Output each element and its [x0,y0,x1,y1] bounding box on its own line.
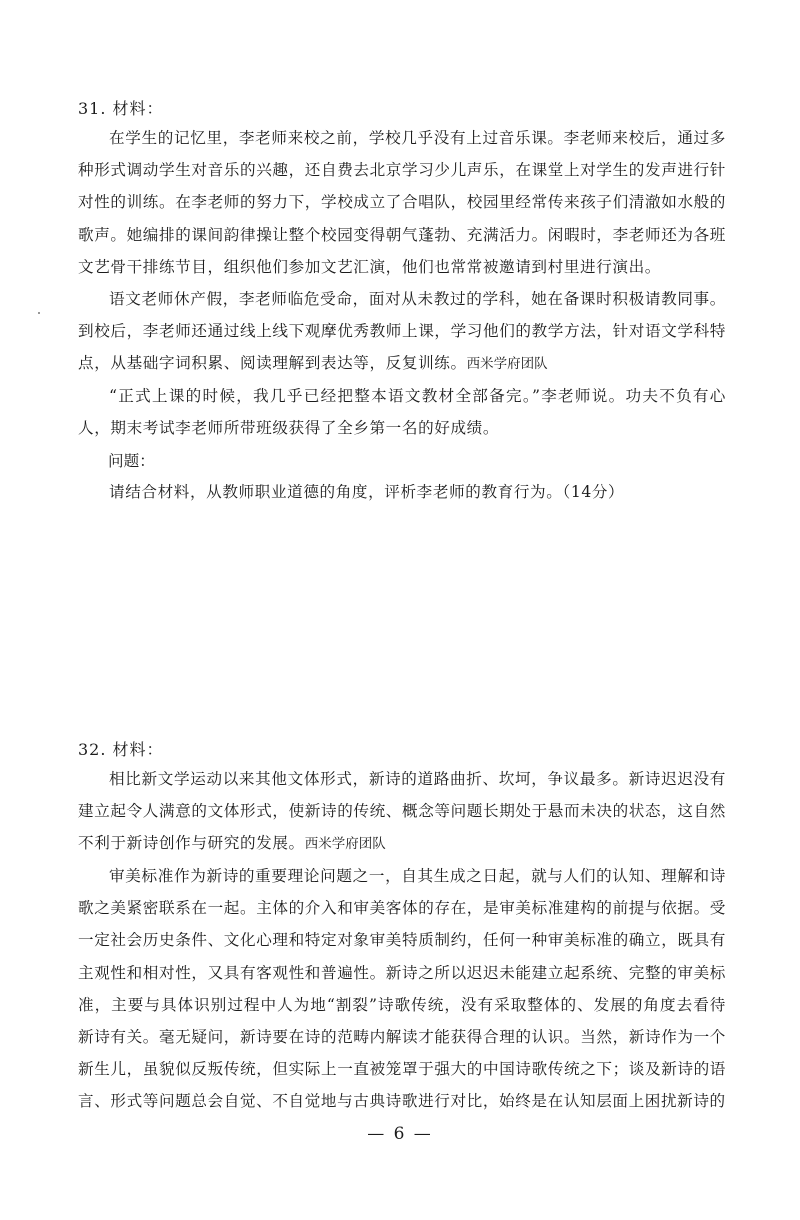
question-31-paragraph-3-text: “正式上课的时候，我几乎已经把整本语文教材全部备完。”李老师说。功夫不负有心人，期末考试李老师所带班级获得了全乡第一名的好成绩。 [78,387,726,438]
question-31-number: 31. 材料： [78,99,164,118]
watermark-text: 西米学府团队 [304,836,386,853]
question-31-paragraph-3 [78,380,726,444]
question-31-question-label: 问题： [108,452,155,470]
question-31-paragraph-1 [78,122,726,283]
page-number: — 6 — [367,1124,433,1144]
question-32-number: 32. 材料： [78,740,164,759]
question-31-paragraph-2 [78,283,726,381]
question-32-paragraph-2 [78,860,726,1118]
scan-speck [38,312,40,314]
watermark-text: 西米学府团队 [466,356,548,373]
question-31-paragraph-1-text: 在学生的记忆里，李老师来校之前，学校几乎没有上过音乐课。李老师来校后，通过多种形式调动学生对音乐的兴趣，还自费去北京学习少儿声乐，在课堂上对学生的发声进行针对性的训练。在李老师的努力下，学校成立了合唱队，校园里经常传来孩子们清澈如水般的歌声。她编排的课间韵律操让整个校园变得朝气蓬勃、充满活力。闲暇时，李老师还为各班文艺骨干排练节目，组织他们参加文艺汇演，他们也常常被邀请到村里进行演出。 [78,129,726,276]
question-32-paragraph-2-text: 审美标准作为新诗的重要理论问题之一，自其生成之日起，就与人们的认知、理解和诗歌之美紧密联系在一起。主体的介入和审美客体的存在，是审美标准建构的前提与依据。受一定社会历史条件、文化心理和特定对象审美特质制约，任何一种审美标准的确立，既具有主观性和相对性，又具有客观性和普遍性。新诗之所以迟迟未能建立起系统、完整的审美标准，主要与具体识别过程中人为地“割裂”诗歌传统，没有采取整体的、发展的角度去看待新诗有关。毫无疑问，新诗要在诗的范畴内解读才能获得合理的认识。当然，新诗作为一个新生儿，虽貌似反叛传统，但实际上一直被笼罩于强大的中国诗歌传统之下；谈及新诗的语言、形式等问题总会自觉、不自觉地与古典诗歌进行对比，始终是在认知层面上困扰新诗的 [78,867,726,1111]
question-32-paragraph-1 [78,763,726,861]
question-31-paragraph-2-text: 语文老师休产假，李老师临危受命，面对从未教过的学科，她在备课时积极请教同事。到校后，李老师还通过线上线下观摩优秀教师上课，学习他们的教学方法，针对语文学科特点，从基础字词积累、阅读理解到表达等，反复训练。 [78,290,726,373]
question-31-question-text: 请结合材料，从教师职业道德的角度，评析李老师的教育行为。（14分） [109,483,625,501]
question-31-question [78,476,726,508]
question-32-paragraph-1-text: 相比新文学运动以来其他文体形式，新诗的道路曲折、坎坷，争议最多。新诗迟迟没有建立起令人满意的文体形式，使新诗的传统、概念等问题长期处于悬而未决的状态，这自然不利于新诗创作与研究的发展。 [78,770,726,853]
